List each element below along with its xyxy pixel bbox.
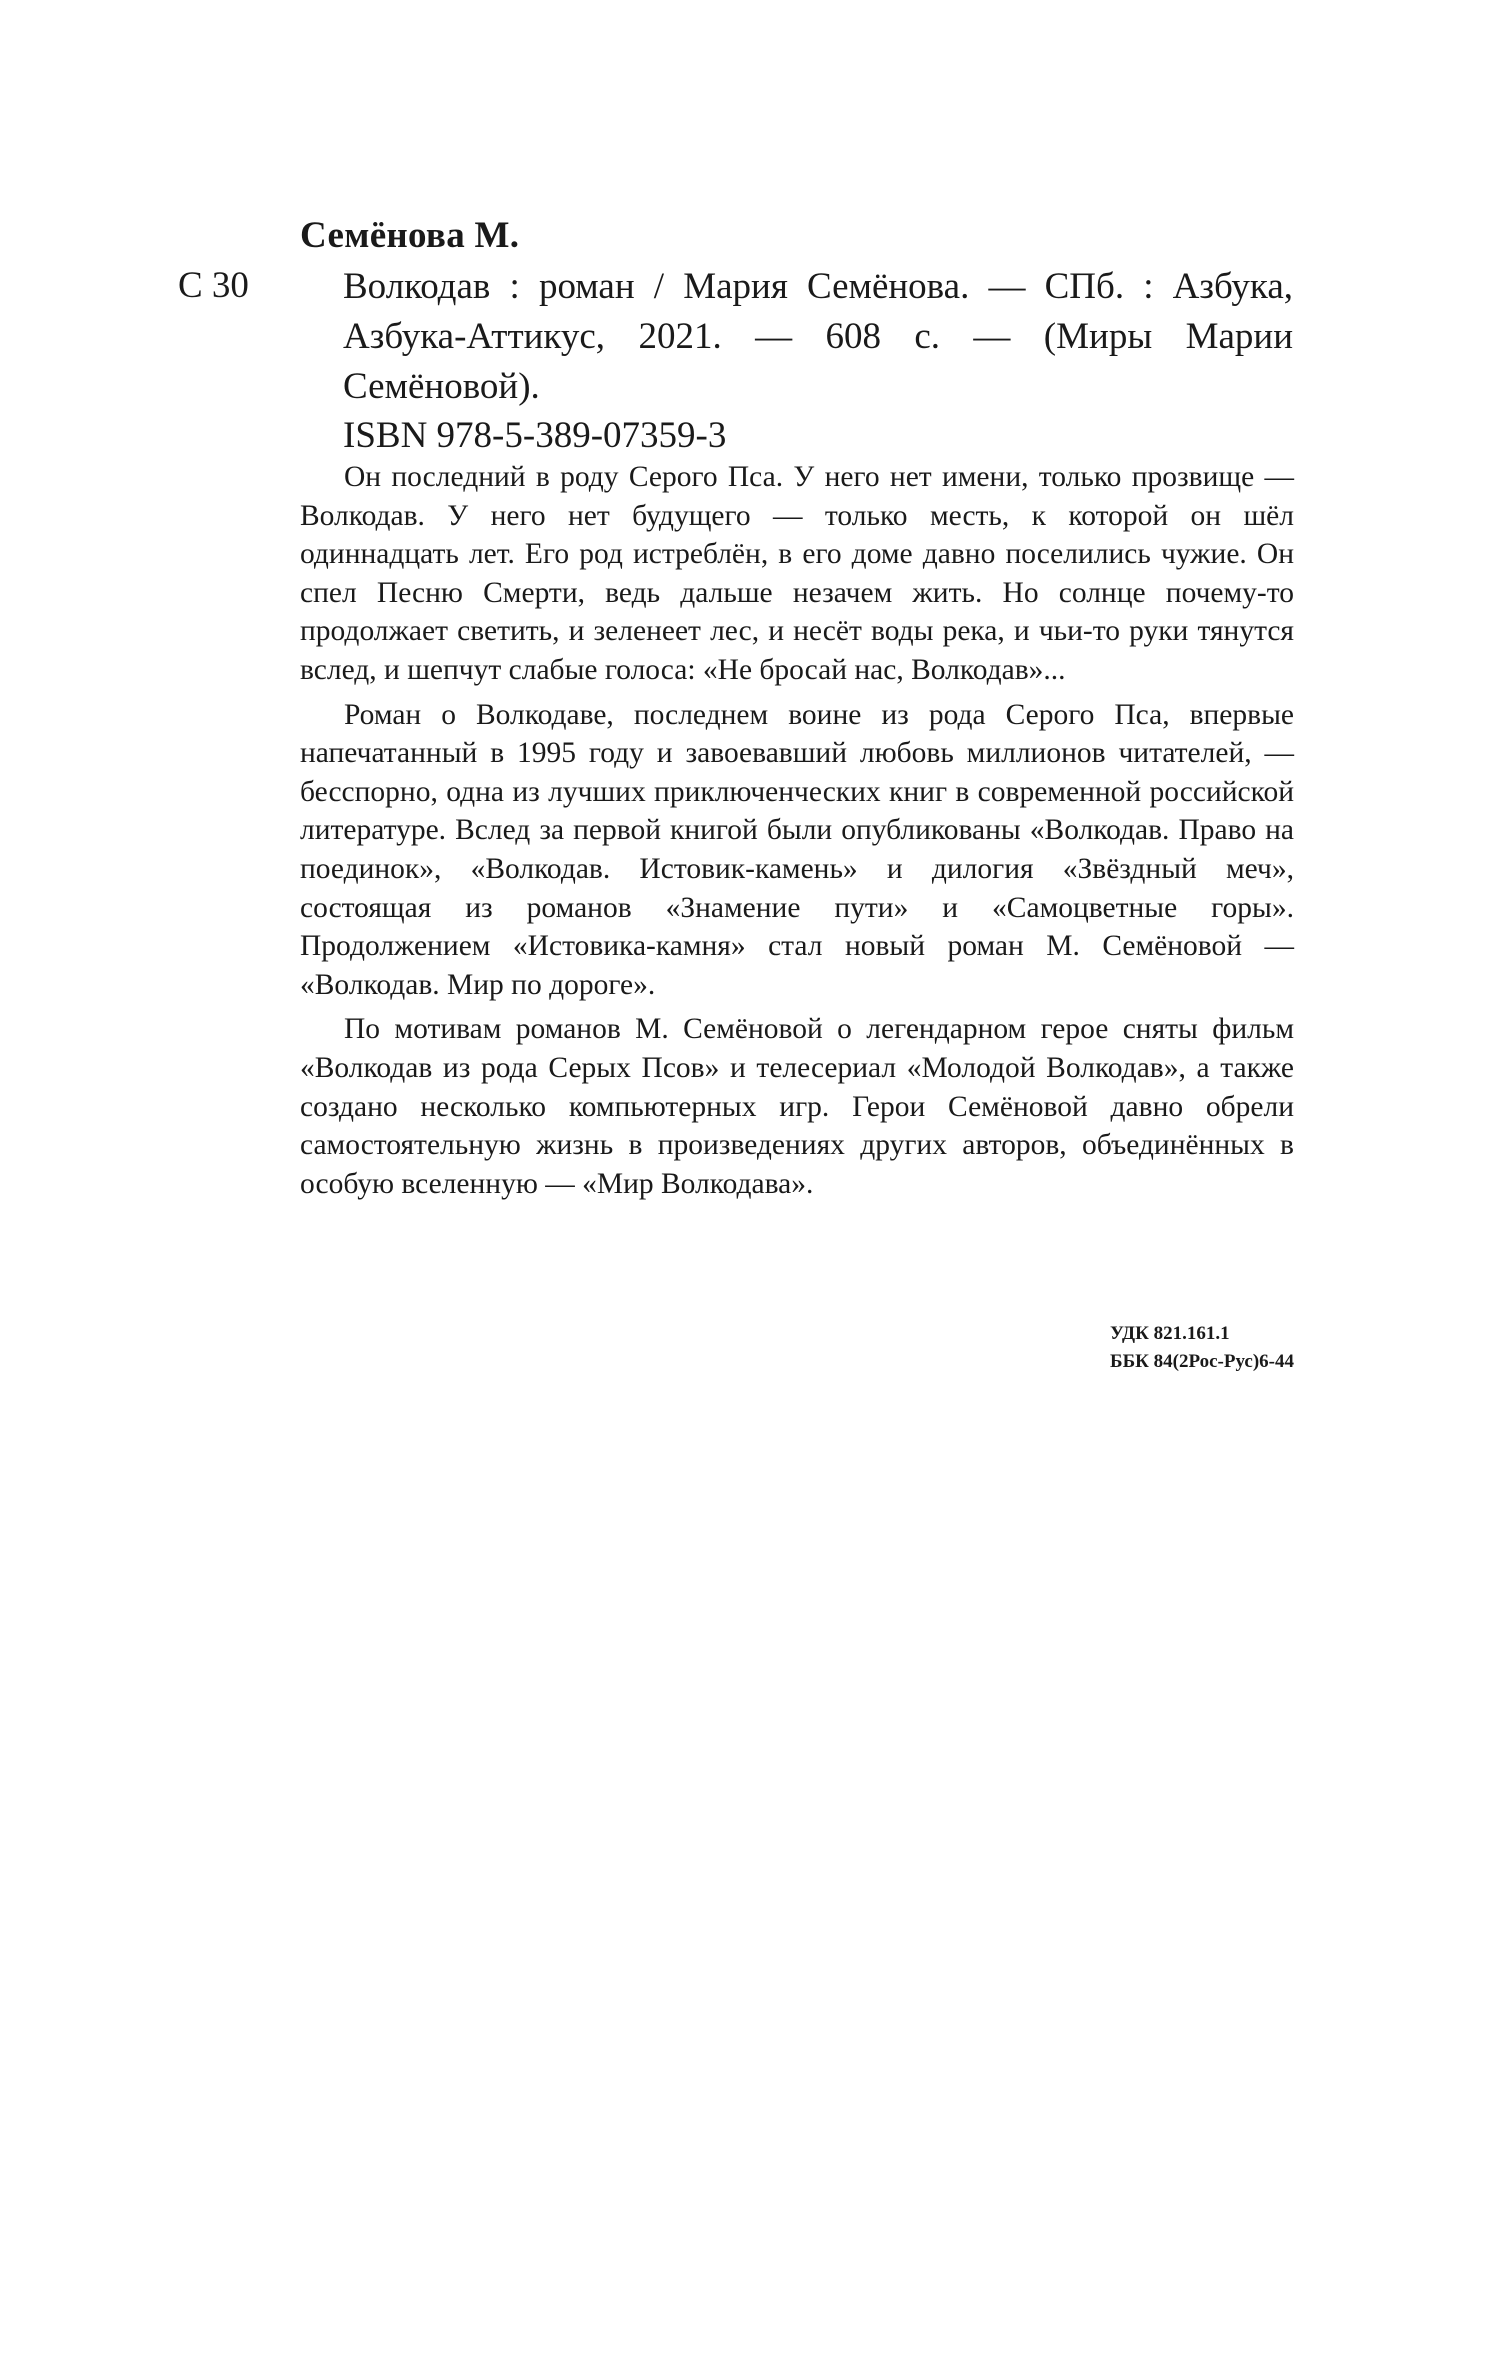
isbn: ISBN 978-5-389-07359-3 — [343, 415, 727, 456]
annotation — [300, 458, 1294, 1203]
author-heading: Семёнова М. — [300, 215, 520, 256]
bbk-code: ББК 84(2Рос-Рус)6-44 — [1110, 1351, 1294, 1372]
classification-codes — [1110, 1320, 1294, 1376]
annotation-paragraph: Роман о Волкодаве, последнем воине из рода Серого Пса, впервые напечатанный в 1995 году и завоевавший любовь миллионов читателей, — бесспорно, одна из лучших приключенческих книг в современной российской литературе. Вслед за первой книгой были опубликованы «Волкодав. Право на поединок», «Волкодав. Истовик-камень» и дилогия «Звёздный меч», состоящая из романов «Знамение пути» и «Самоцветные горы». Продолжением «Истовика-камня» стал новый роман М. Семёновой — «Волкодав. Мир по дороге». — [300, 698, 1294, 1001]
bibliographic-description: Волкодав : роман / Мария Семёнова. — СПб. : Азбука, Азбука-Аттикус, 2021. — 608 с. — (Миры Марии Семёновой). — [343, 266, 1293, 407]
udk-code: УДК 821.161.1 — [1110, 1323, 1230, 1344]
annotation-paragraph: По мотивам романов М. Семёновой о легендарном герое сняты фильм «Волкодав из рода Серых Псов» и телесериал «Молодой Волкодав», а также создано несколько компьютерных игр. Герои Семёновой давно обрели самостоятельную жизнь в произведениях других авторов, объединённых в особую вселенную — «Мир Волкодава». — [300, 1013, 1294, 1200]
catalog-code: С 30 — [178, 265, 249, 306]
annotation-paragraph: Он последний в роду Серого Пса. У него нет имени, только прозвище — Волкодав. У него нет будущего — только месть, к которой он шёл одиннадцать лет. Его род истреблён, в его доме давно поселились чужие. Он спел Песню Смерти, ведь дальше незачем жить. Но солнце почему-то продолжает светить, и зеленеет лес, и несёт воды река, и чьи-то руки тянутся вслед, и шепчут слабые голоса: «Не бросай нас, Волкодав»... — [300, 461, 1294, 686]
